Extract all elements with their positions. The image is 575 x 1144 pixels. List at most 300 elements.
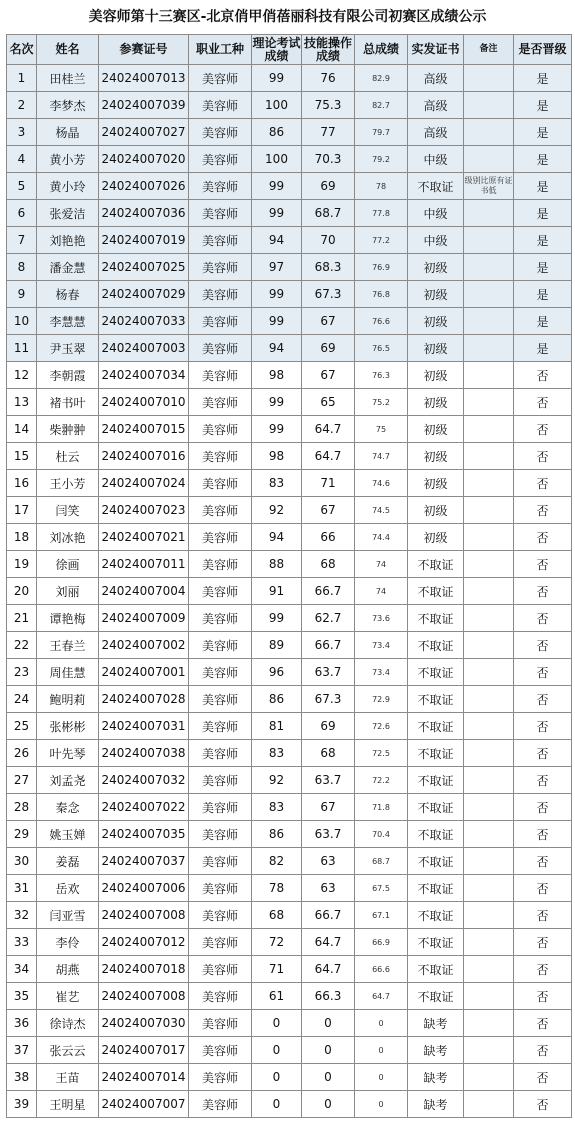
table-row [7,227,572,254]
table-row [7,524,572,551]
theory-score-cell: 100 [252,146,302,173]
job-cell: 美容师 [189,173,252,200]
entry-id-cell: 24024007010 [99,389,189,416]
total-score-cell: 0 [355,1010,408,1037]
skill-score-cell: 0 [302,1010,355,1037]
advance-cell: 否 [514,605,572,632]
advance-cell: 否 [514,524,572,551]
advance-cell: 否 [514,686,572,713]
rank-cell: 15 [7,443,37,470]
total-score-cell: 75 [355,416,408,443]
total-score-cell: 74 [355,551,408,578]
skill-score-cell: 71 [302,470,355,497]
table-row [7,740,572,767]
total-score-cell: 71.8 [355,794,408,821]
theory-score-cell: 82 [252,848,302,875]
remark-cell [464,470,514,497]
entry-id-cell: 24024007030 [99,1010,189,1037]
total-score-cell: 73.6 [355,605,408,632]
entry-id-cell: 24024007013 [99,65,189,92]
rank-cell: 27 [7,767,37,794]
entry-id-cell: 24024007034 [99,362,189,389]
entry-id-cell: 24024007028 [99,686,189,713]
job-cell: 美容师 [189,875,252,902]
table-row [7,605,572,632]
table-row [7,335,572,362]
job-cell: 美容师 [189,956,252,983]
remark-cell [464,1064,514,1091]
skill-score-cell: 69 [302,335,355,362]
certificate-cell: 缺考 [408,1091,464,1118]
rank-cell: 32 [7,902,37,929]
total-score-cell: 70.4 [355,821,408,848]
table-row [7,821,572,848]
name-cell: 周佳慧 [37,659,99,686]
remark-cell: 级别比原有证书低 [464,173,514,200]
skill-score-cell: 65 [302,389,355,416]
advance-cell: 是 [514,281,572,308]
table-row [7,929,572,956]
table-row [7,497,572,524]
entry-id-cell: 24024007036 [99,200,189,227]
job-cell: 美容师 [189,470,252,497]
total-score-cell: 76.8 [355,281,408,308]
entry-id-cell: 24024007015 [99,416,189,443]
job-cell: 美容师 [189,848,252,875]
job-cell: 美容师 [189,443,252,470]
certificate-cell: 不取证 [408,632,464,659]
certificate-cell: 缺考 [408,1010,464,1037]
skill-score-cell: 75.3 [302,92,355,119]
name-cell: 姚玉婵 [37,821,99,848]
advance-cell: 是 [514,146,572,173]
skill-score-cell: 64.7 [302,956,355,983]
certificate-cell: 不取证 [408,173,464,200]
advance-cell: 否 [514,713,572,740]
job-cell: 美容师 [189,659,252,686]
rank-cell: 3 [7,119,37,146]
skill-score-cell: 68.7 [302,200,355,227]
rank-cell: 10 [7,308,37,335]
table-row [7,632,572,659]
total-score-cell: 75.2 [355,389,408,416]
certificate-cell: 不取证 [408,902,464,929]
rank-cell: 11 [7,335,37,362]
advance-cell: 否 [514,497,572,524]
rank-cell: 17 [7,497,37,524]
total-score-cell: 79.2 [355,146,408,173]
header-row [7,35,572,65]
skill-score-cell: 67.3 [302,686,355,713]
rank-cell: 34 [7,956,37,983]
skill-score-cell: 67 [302,497,355,524]
remark-cell [464,956,514,983]
job-cell: 美容师 [189,551,252,578]
skill-score-cell: 66.3 [302,983,355,1010]
certificate-cell: 初级 [408,416,464,443]
entry-id-cell: 24024007016 [99,443,189,470]
certificate-cell: 中级 [408,200,464,227]
rank-cell: 13 [7,389,37,416]
table-row [7,65,572,92]
skill-score-cell: 77 [302,119,355,146]
certificate-cell: 不取证 [408,929,464,956]
job-cell: 美容师 [189,767,252,794]
name-cell: 张彬彬 [37,713,99,740]
job-cell: 美容师 [189,902,252,929]
skill-score-cell: 0 [302,1037,355,1064]
table-row [7,848,572,875]
job-cell: 美容师 [189,1064,252,1091]
certificate-cell: 不取证 [408,983,464,1010]
theory-score-cell: 99 [252,65,302,92]
certificate-cell: 不取证 [408,740,464,767]
table-row [7,281,572,308]
advance-cell: 是 [514,254,572,281]
skill-score-cell: 62.7 [302,605,355,632]
name-cell: 秦念 [37,794,99,821]
table-row [7,146,572,173]
theory-score-cell: 99 [252,281,302,308]
entry-id-cell: 24024007026 [99,173,189,200]
total-score-cell: 78 [355,173,408,200]
remark-cell [464,929,514,956]
remark-cell [464,92,514,119]
rank-cell: 22 [7,632,37,659]
skill-score-cell: 63 [302,875,355,902]
remark-cell [464,875,514,902]
advance-cell: 否 [514,902,572,929]
rank-cell: 39 [7,1091,37,1118]
name-cell: 崔艺 [37,983,99,1010]
skill-score-cell: 76 [302,65,355,92]
theory-score-cell: 83 [252,794,302,821]
entry-id-cell: 24024007033 [99,308,189,335]
certificate-cell: 不取证 [408,659,464,686]
name-cell: 岳欢 [37,875,99,902]
rank-cell: 36 [7,1010,37,1037]
table-row [7,92,572,119]
rank-cell: 18 [7,524,37,551]
name-cell: 柴翀翀 [37,416,99,443]
table-row [7,389,572,416]
entry-id-cell: 24024007006 [99,875,189,902]
rank-cell: 16 [7,470,37,497]
job-cell: 美容师 [189,146,252,173]
certificate-cell: 不取证 [408,713,464,740]
job-cell: 美容师 [189,524,252,551]
results-table [6,34,572,1118]
theory-score-cell: 86 [252,119,302,146]
total-score-cell: 66.9 [355,929,408,956]
theory-score-cell: 83 [252,740,302,767]
remark-cell [464,713,514,740]
rank-cell: 1 [7,65,37,92]
entry-id-cell: 24024007024 [99,470,189,497]
total-score-cell: 68.7 [355,848,408,875]
name-cell: 刘艳艳 [37,227,99,254]
total-score-cell: 72.6 [355,713,408,740]
remark-cell [464,497,514,524]
table-row [7,254,572,281]
job-cell: 美容师 [189,254,252,281]
certificate-cell: 初级 [408,470,464,497]
skill-score-cell: 0 [302,1091,355,1118]
name-cell: 刘孟尧 [37,767,99,794]
skill-score-cell: 66.7 [302,578,355,605]
total-score-cell: 74 [355,578,408,605]
entry-id-cell: 24024007007 [99,1091,189,1118]
table-row [7,200,572,227]
header-id: 参赛证号 [99,35,189,65]
skill-score-cell: 67 [302,308,355,335]
skill-score-cell: 64.7 [302,416,355,443]
entry-id-cell: 24024007004 [99,578,189,605]
entry-id-cell: 24024007029 [99,281,189,308]
entry-id-cell: 24024007031 [99,713,189,740]
job-cell: 美容师 [189,335,252,362]
rank-cell: 33 [7,929,37,956]
table-row [7,875,572,902]
table-row [7,659,572,686]
table-row [7,686,572,713]
remark-cell [464,416,514,443]
entry-id-cell: 24024007003 [99,335,189,362]
name-cell: 刘冰艳 [37,524,99,551]
total-score-cell: 76.3 [355,362,408,389]
certificate-cell: 不取证 [408,605,464,632]
name-cell: 尹玉翠 [37,335,99,362]
advance-cell: 否 [514,929,572,956]
certificate-cell: 不取证 [408,956,464,983]
remark-cell [464,1091,514,1118]
total-score-cell: 77.2 [355,227,408,254]
remark-cell [464,686,514,713]
rank-cell: 25 [7,713,37,740]
advance-cell: 否 [514,848,572,875]
certificate-cell: 缺考 [408,1064,464,1091]
advance-cell: 否 [514,659,572,686]
certificate-cell: 不取证 [408,794,464,821]
entry-id-cell: 24024007021 [99,524,189,551]
name-cell: 谭艳梅 [37,605,99,632]
remark-cell [464,767,514,794]
header-cert: 实发证书 [408,35,464,65]
theory-score-cell: 99 [252,416,302,443]
advance-cell: 否 [514,470,572,497]
job-cell: 美容师 [189,713,252,740]
job-cell: 美容师 [189,983,252,1010]
job-cell: 美容师 [189,740,252,767]
header-advance: 是否晋级 [514,35,572,65]
rank-cell: 4 [7,146,37,173]
theory-score-cell: 88 [252,551,302,578]
theory-score-cell: 99 [252,308,302,335]
name-cell: 王苗 [37,1064,99,1091]
name-cell: 田桂兰 [37,65,99,92]
theory-score-cell: 61 [252,983,302,1010]
header-skill: 技能操作成绩 [302,35,355,65]
total-score-cell: 0 [355,1064,408,1091]
job-cell: 美容师 [189,362,252,389]
total-score-cell: 72.5 [355,740,408,767]
total-score-cell: 74.7 [355,443,408,470]
table-row [7,983,572,1010]
theory-score-cell: 97 [252,254,302,281]
entry-id-cell: 24024007032 [99,767,189,794]
table-row [7,713,572,740]
certificate-cell: 高级 [408,65,464,92]
entry-id-cell: 24024007017 [99,1037,189,1064]
job-cell: 美容师 [189,119,252,146]
certificate-cell: 不取证 [408,875,464,902]
entry-id-cell: 24024007014 [99,1064,189,1091]
rank-cell: 2 [7,92,37,119]
certificate-cell: 高级 [408,119,464,146]
entry-id-cell: 24024007019 [99,227,189,254]
name-cell: 杨春 [37,281,99,308]
remark-cell [464,1037,514,1064]
table-row [7,1010,572,1037]
skill-score-cell: 67.3 [302,281,355,308]
job-cell: 美容师 [189,92,252,119]
table-row [7,1037,572,1064]
advance-cell: 是 [514,227,572,254]
certificate-cell: 初级 [408,362,464,389]
certificate-cell: 初级 [408,281,464,308]
job-cell: 美容师 [189,1010,252,1037]
total-score-cell: 67.1 [355,902,408,929]
page-title: 美容师第十三赛区-北京俏甲俏蓓丽科技有限公司初赛区成绩公示 [88,9,487,25]
theory-score-cell: 0 [252,1091,302,1118]
entry-id-cell: 24024007018 [99,956,189,983]
certificate-cell: 初级 [408,254,464,281]
advance-cell: 否 [514,443,572,470]
theory-score-cell: 78 [252,875,302,902]
skill-score-cell: 64.7 [302,443,355,470]
advance-cell: 否 [514,1064,572,1091]
header-name: 姓名 [37,35,99,65]
rank-cell: 35 [7,983,37,1010]
skill-score-cell: 63 [302,848,355,875]
name-cell: 徐诗杰 [37,1010,99,1037]
total-score-cell: 0 [355,1037,408,1064]
theory-score-cell: 71 [252,956,302,983]
entry-id-cell: 24024007008 [99,902,189,929]
rank-cell: 12 [7,362,37,389]
table-row [7,1064,572,1091]
skill-score-cell: 63.7 [302,821,355,848]
theory-score-cell: 98 [252,362,302,389]
certificate-cell: 中级 [408,146,464,173]
entry-id-cell: 24024007023 [99,497,189,524]
remark-cell [464,794,514,821]
advance-cell: 是 [514,308,572,335]
entry-id-cell: 24024007025 [99,254,189,281]
name-cell: 鲍明莉 [37,686,99,713]
certificate-cell: 缺考 [408,1037,464,1064]
job-cell: 美容师 [189,929,252,956]
skill-score-cell: 67 [302,794,355,821]
remark-cell [464,389,514,416]
entry-id-cell: 24024007002 [99,632,189,659]
total-score-cell: 0 [355,1091,408,1118]
entry-id-cell: 24024007011 [99,551,189,578]
rank-cell: 20 [7,578,37,605]
remark-cell [464,200,514,227]
theory-score-cell: 68 [252,902,302,929]
advance-cell: 否 [514,1091,572,1118]
name-cell: 褚书叶 [37,389,99,416]
table-row [7,362,572,389]
name-cell: 闫亚雪 [37,902,99,929]
rank-cell: 5 [7,173,37,200]
name-cell: 潘金慧 [37,254,99,281]
total-score-cell: 79.7 [355,119,408,146]
skill-score-cell: 66 [302,524,355,551]
remark-cell [464,146,514,173]
certificate-cell: 初级 [408,389,464,416]
theory-score-cell: 96 [252,659,302,686]
advance-cell: 否 [514,1037,572,1064]
total-score-cell: 66.6 [355,956,408,983]
theory-score-cell: 99 [252,173,302,200]
advance-cell: 否 [514,767,572,794]
rank-cell: 31 [7,875,37,902]
rank-cell: 14 [7,416,37,443]
job-cell: 美容师 [189,65,252,92]
job-cell: 美容师 [189,578,252,605]
table-row [7,443,572,470]
skill-score-cell: 64.7 [302,929,355,956]
skill-score-cell: 68 [302,551,355,578]
advance-cell: 否 [514,416,572,443]
job-cell: 美容师 [189,389,252,416]
table-row [7,173,572,200]
theory-score-cell: 86 [252,686,302,713]
header-remark: 备注 [464,35,514,65]
header-rank: 名次 [7,35,37,65]
remark-cell [464,65,514,92]
entry-id-cell: 24024007001 [99,659,189,686]
job-cell: 美容师 [189,308,252,335]
theory-score-cell: 99 [252,389,302,416]
theory-score-cell: 94 [252,524,302,551]
theory-score-cell: 100 [252,92,302,119]
remark-cell [464,308,514,335]
remark-cell [464,227,514,254]
advance-cell: 是 [514,92,572,119]
table-row [7,551,572,578]
rank-cell: 26 [7,740,37,767]
remark-cell [464,740,514,767]
rank-cell: 38 [7,1064,37,1091]
remark-cell [464,902,514,929]
total-score-cell: 73.4 [355,659,408,686]
advance-cell: 否 [514,821,572,848]
advance-cell: 否 [514,983,572,1010]
name-cell: 闫笑 [37,497,99,524]
job-cell: 美容师 [189,497,252,524]
name-cell: 杜云 [37,443,99,470]
total-score-cell: 74.4 [355,524,408,551]
job-cell: 美容师 [189,686,252,713]
name-cell: 李梦杰 [37,92,99,119]
table-row [7,470,572,497]
theory-score-cell: 0 [252,1064,302,1091]
theory-score-cell: 0 [252,1010,302,1037]
entry-id-cell: 24024007039 [99,92,189,119]
